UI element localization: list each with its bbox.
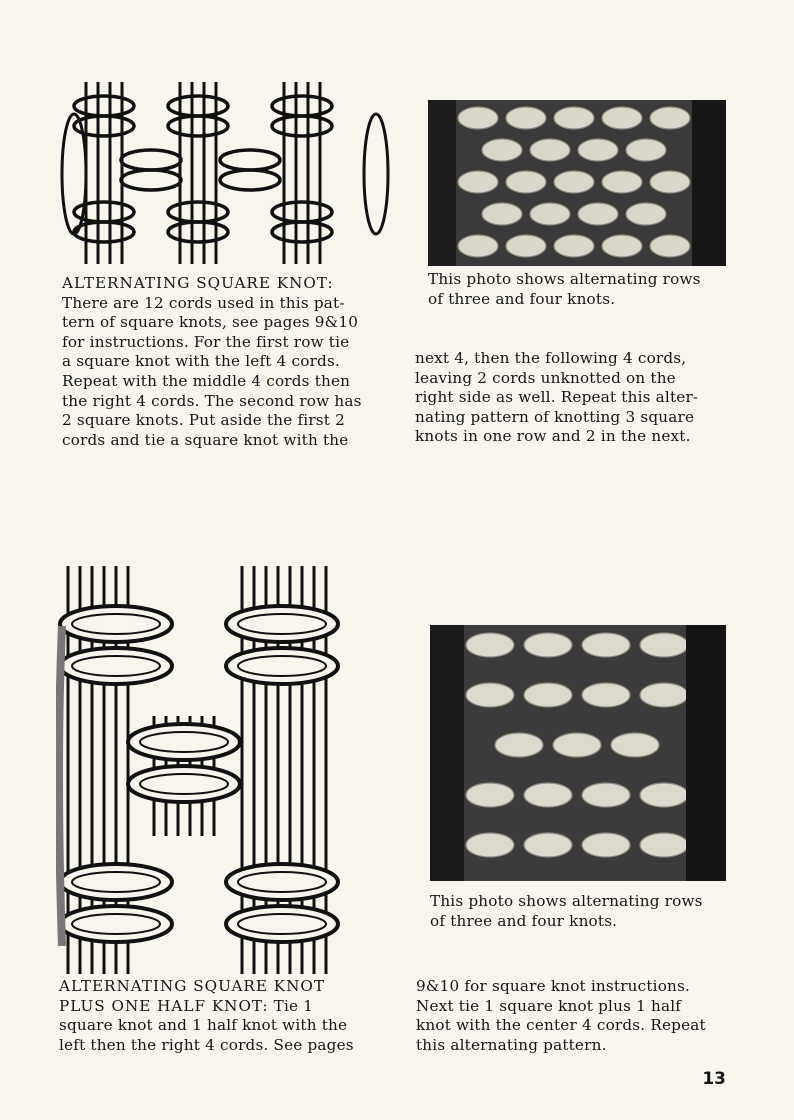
text-line: the right 4 cords. The second row has — [62, 391, 362, 410]
section-heading: ALTERNATING SQUARE KNOT — [59, 977, 325, 995]
text-line: nating pattern of knotting 3 square — [415, 407, 695, 426]
caption-line: of three and four knots. — [430, 911, 618, 930]
text-line: this alternating pattern. — [416, 1035, 607, 1054]
text-line: cords and tie a square knot with the — [62, 430, 349, 449]
text-fragment: Tie 1 — [268, 996, 314, 1015]
half-knot-photo — [430, 625, 726, 881]
text-line: right side as well. Repeat this alter- — [415, 388, 699, 407]
half-knot-illustration — [56, 566, 356, 974]
section2-right-text — [416, 977, 728, 1055]
text-line: next 4, then the following 4 cords, — [415, 349, 687, 367]
text-line: for instructions. For the first row tie — [62, 332, 350, 351]
caption-line: This photo shows alternating rows — [430, 892, 703, 910]
text-line: 2 square knots. Put aside the first 2 — [62, 411, 345, 430]
page-number: 13 — [702, 1069, 726, 1089]
section1-left-text — [62, 274, 374, 450]
text-line: left then the right 4 cords. See pages — [59, 1035, 354, 1054]
text-line: knots in one row and 2 in the next. — [415, 427, 691, 446]
text-line: tern of square knots, see pages 9&10 — [62, 313, 359, 332]
caption-line: of three and four knots. — [428, 289, 616, 308]
text-line: Next tie 1 square knot plus 1 half — [416, 996, 682, 1015]
text-line: 9&10 for square knot instructions. — [416, 977, 691, 995]
section1-right-text — [415, 349, 727, 447]
text-line: leaving 2 cords unknotted on the — [415, 368, 676, 387]
text-line: a square knot with the left 4 cords. — [62, 352, 340, 371]
section-heading: PLUS ONE HALF KNOT: — [59, 996, 269, 1015]
text-line: There are 12 cords used in this pat- — [62, 293, 345, 312]
section-heading: ALTERNATING SQUARE KNOT: — [62, 274, 334, 292]
caption-line: This photo shows alternating rows — [428, 270, 701, 288]
text-line: Repeat with the middle 4 cords then — [62, 371, 351, 390]
square-knot-illustration — [58, 82, 392, 264]
photo-caption-bottom — [430, 892, 730, 931]
alternating-knots-photo — [428, 100, 726, 266]
photo-caption-top — [428, 270, 728, 309]
text-line: square knot and 1 half knot with the — [59, 1016, 348, 1035]
section2-left-text — [59, 977, 373, 1055]
text-line: knot with the center 4 cords. Repeat — [416, 1016, 706, 1035]
